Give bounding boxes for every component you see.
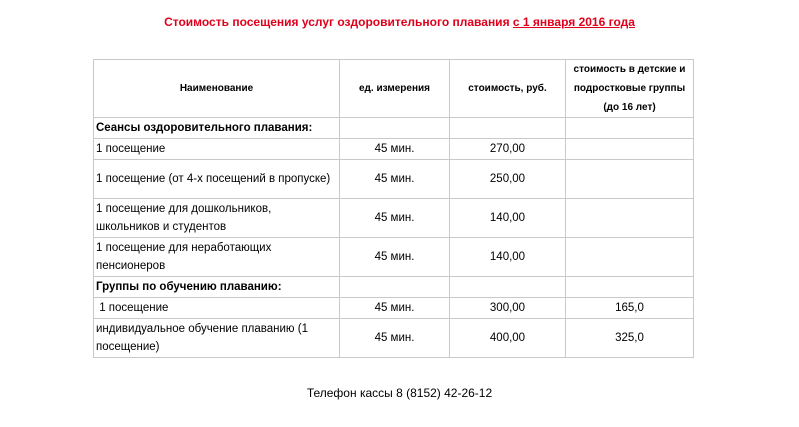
row-price: 140,00	[450, 199, 566, 238]
table-header-row	[94, 60, 694, 118]
cashier-phone: Телефон кассы 8 (8152) 42-26-12	[306, 386, 493, 400]
row-name: 1 посещение для неработающих пенсионеров	[94, 238, 340, 277]
table-cell	[450, 277, 566, 298]
row-kids-price	[566, 160, 694, 199]
title-text: Стоимость посещения услуг оздоровительного плавания	[164, 15, 513, 29]
price-table	[93, 59, 694, 358]
row-price: 300,00	[450, 298, 566, 319]
row-kids-price: 325,0	[566, 319, 694, 358]
row-kids-price: 165,0	[566, 298, 694, 319]
row-unit: 45 мин.	[340, 238, 450, 277]
row-kids-price	[566, 139, 694, 160]
table-cell	[340, 118, 450, 139]
header-unit: ед. измерения	[340, 60, 450, 118]
row-unit: 45 мин.	[340, 139, 450, 160]
table-cell	[340, 277, 450, 298]
section-row	[94, 277, 694, 298]
table-row	[94, 139, 694, 160]
table-cell	[566, 118, 694, 139]
table-row	[94, 298, 694, 319]
row-price: 270,00	[450, 139, 566, 160]
row-unit: 45 мин.	[340, 319, 450, 358]
header-price: стоимость, руб.	[450, 60, 566, 118]
row-name: 1 посещение для дошкольников, школьников и студентов	[94, 199, 340, 238]
row-name: 1 посещение	[94, 139, 340, 160]
page-title	[0, 15, 799, 29]
table-cell	[450, 118, 566, 139]
section-label: Сеансы оздоровительного плавания:	[94, 118, 340, 139]
row-name: 1 посещение	[94, 298, 340, 319]
row-unit: 45 мин.	[340, 199, 450, 238]
row-price: 250,00	[450, 160, 566, 199]
row-unit: 45 мин.	[340, 160, 450, 199]
table-row	[94, 199, 694, 238]
section-label: Группы по обучению плаванию:	[94, 277, 340, 298]
row-name: индивидуальное обучение плаванию (1 посещение)	[94, 319, 340, 358]
header-name: Наименование	[94, 60, 340, 118]
row-unit: 45 мин.	[340, 298, 450, 319]
table-row	[94, 319, 694, 358]
title-date: с 1 января 2016 года	[512, 15, 635, 29]
table-row	[94, 238, 694, 277]
row-price: 140,00	[450, 238, 566, 277]
row-kids-price	[566, 238, 694, 277]
table-cell	[566, 277, 694, 298]
row-kids-price	[566, 199, 694, 238]
row-price: 400,00	[450, 319, 566, 358]
header-kids-price: стоимость в детские и подростковые группы (до 16 лет)	[566, 60, 694, 118]
section-row	[94, 118, 694, 139]
row-name: 1 посещение (от 4-х посещений в пропуске)	[94, 160, 340, 199]
table-row	[94, 160, 694, 199]
